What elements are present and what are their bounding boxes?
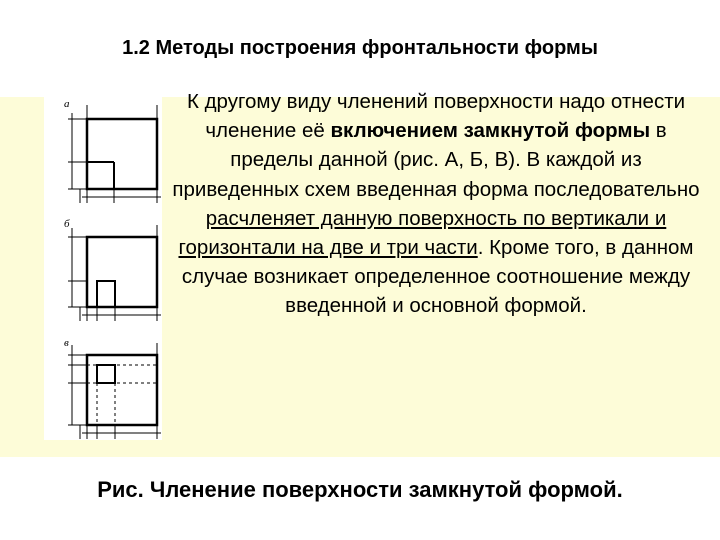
body-text-bold: включением замкнутой формы	[330, 119, 651, 143]
label-a: а	[64, 98, 70, 110]
diagram-c	[68, 343, 161, 439]
diagram-a	[68, 105, 161, 203]
label-b: б	[64, 218, 70, 230]
construction-figure	[44, 95, 162, 440]
body-text-part-1: К другому виду членений поверхности надо отнести членение её	[186, 90, 686, 143]
body-text	[166, 87, 706, 321]
body-text-part-3: в пределы данной (рис. А, Б, В). В каждой из приведенных схем введенная форма последовательно	[172, 119, 700, 201]
body-text-part-5: . Кроме того, в данном случае возникает определенное соотношение между введенной и основной формой.	[181, 236, 694, 318]
diagram-b	[68, 225, 161, 321]
label-c: в	[64, 337, 69, 349]
figure-caption: Рис. Членение поверхности замкнутой формой.	[97, 477, 623, 502]
body-text-underlined: расчленяет данную поверхность по вертикали и горизонтали на две и три части	[178, 206, 667, 260]
slide-title: 1.2 Методы построения фронтальности формы	[122, 37, 598, 59]
